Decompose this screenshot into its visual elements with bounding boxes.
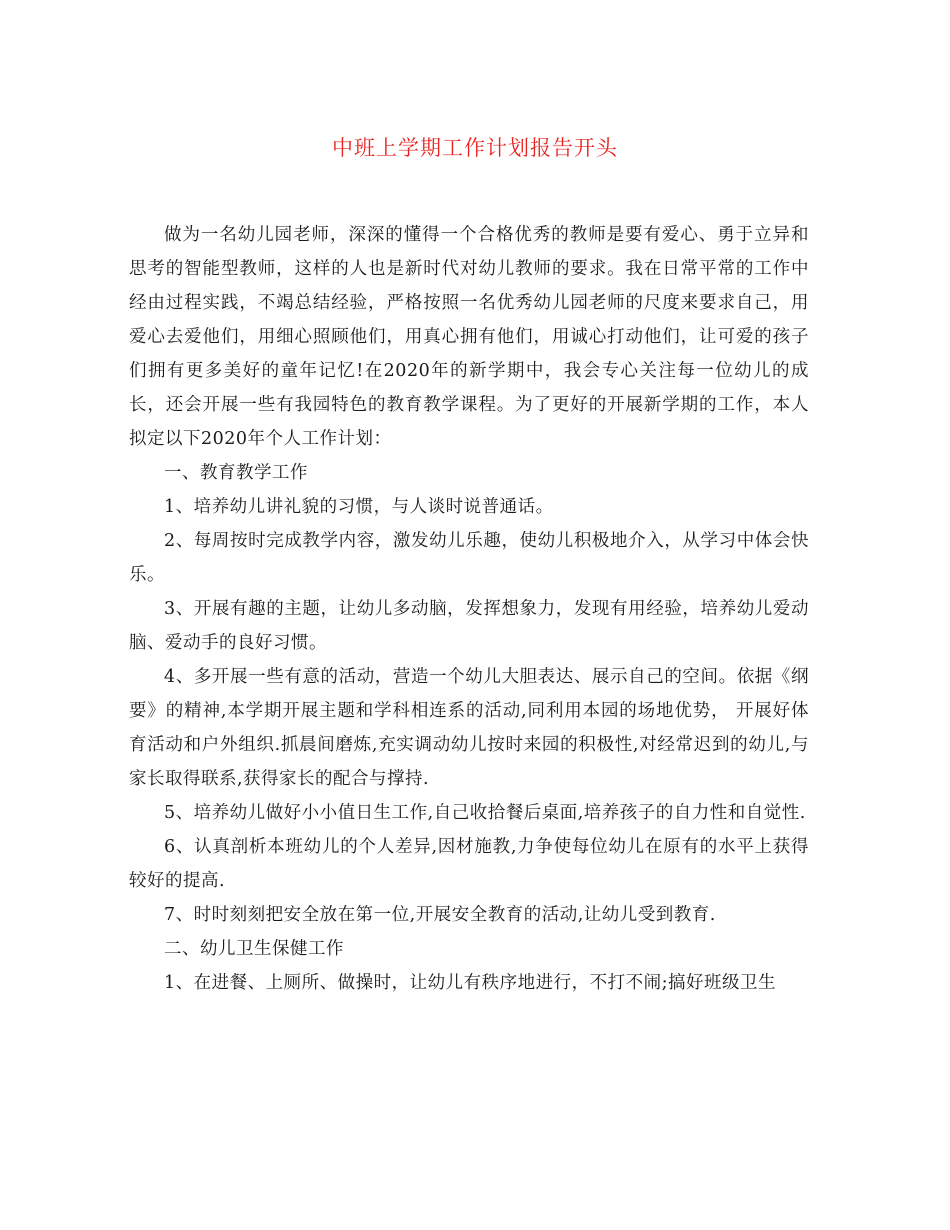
paragraph-intro: 做为一名幼儿园老师，深深的懂得一个合格优秀的教师是要有爱心、勇于立异和思考的智能型教师，这样的人也是新时代对幼儿教师的要求。我在日常平常的工作中经由过程实践，不竭总结经验，严格按照一名优秀幼儿园老师的尺度来要求自己，用爱心去爱他们，用细心照顾他们，用真心拥有他们，用诚心打动他们，让可爱的孩子们拥有更多美好的童年记忆!在2020年的新学期中，我会专心关注每一位幼儿的成长，还会开展一些有我园特色的教育教学课程。为了更好的开展新学期的工作，本人拟定以下2020年个人工作计划： (129, 225, 809, 449)
list-item: 2、每周按时完成教学内容，激发幼儿乐趣，使幼儿积极地介入，从学习中体会快乐。 (129, 531, 809, 585)
list-item: 5、培养幼儿做好小小值日生工作,自己收拾餐后桌面,培养孩子的自力性和自觉性. (164, 803, 806, 823)
section-heading-health: 二、幼儿卫生保健工作 (164, 939, 344, 959)
section-heading-teaching: 一、教育教学工作 (164, 463, 308, 483)
document-title: 中班上学期工作计划报告开头 (332, 136, 618, 160)
list-item: 6、认真剖析本班幼儿的个人差异,因材施教,力争使每位幼儿在原有的水平上获得较好的提高. (129, 837, 809, 891)
list-item: 4、多开展一些有意的活动，营造一个幼儿大胆表达、展示自己的空间。依据《纲要》的精神,本学期开展主题和学科相连系的活动,同利用本园的场地优势， 开展好体育活动和户外组织.抓晨间磨炼,充实调动幼儿按时来园的积极性,对经常迟到的幼儿,与家长取得联系,获得家长的配合与撑持. (129, 667, 809, 789)
list-item: 3、开展有趣的主题，让幼儿多动脑，发挥想象力，发现有用经验，培养幼儿爱动脑、爱动手的良好习惯。 (129, 599, 809, 653)
document-body (129, 218, 809, 1000)
list-item: 7、时时刻刻把安全放在第一位,开展安全教育的活动,让幼儿受到教育. (164, 905, 716, 925)
list-item: 1、在进餐、上厕所、做操时，让幼儿有秩序地进行，不打不闹;搞好班级卫生 (164, 973, 777, 993)
list-item: 1、培养幼儿讲礼貌的习惯，与人谈时说普通话。 (164, 497, 554, 517)
